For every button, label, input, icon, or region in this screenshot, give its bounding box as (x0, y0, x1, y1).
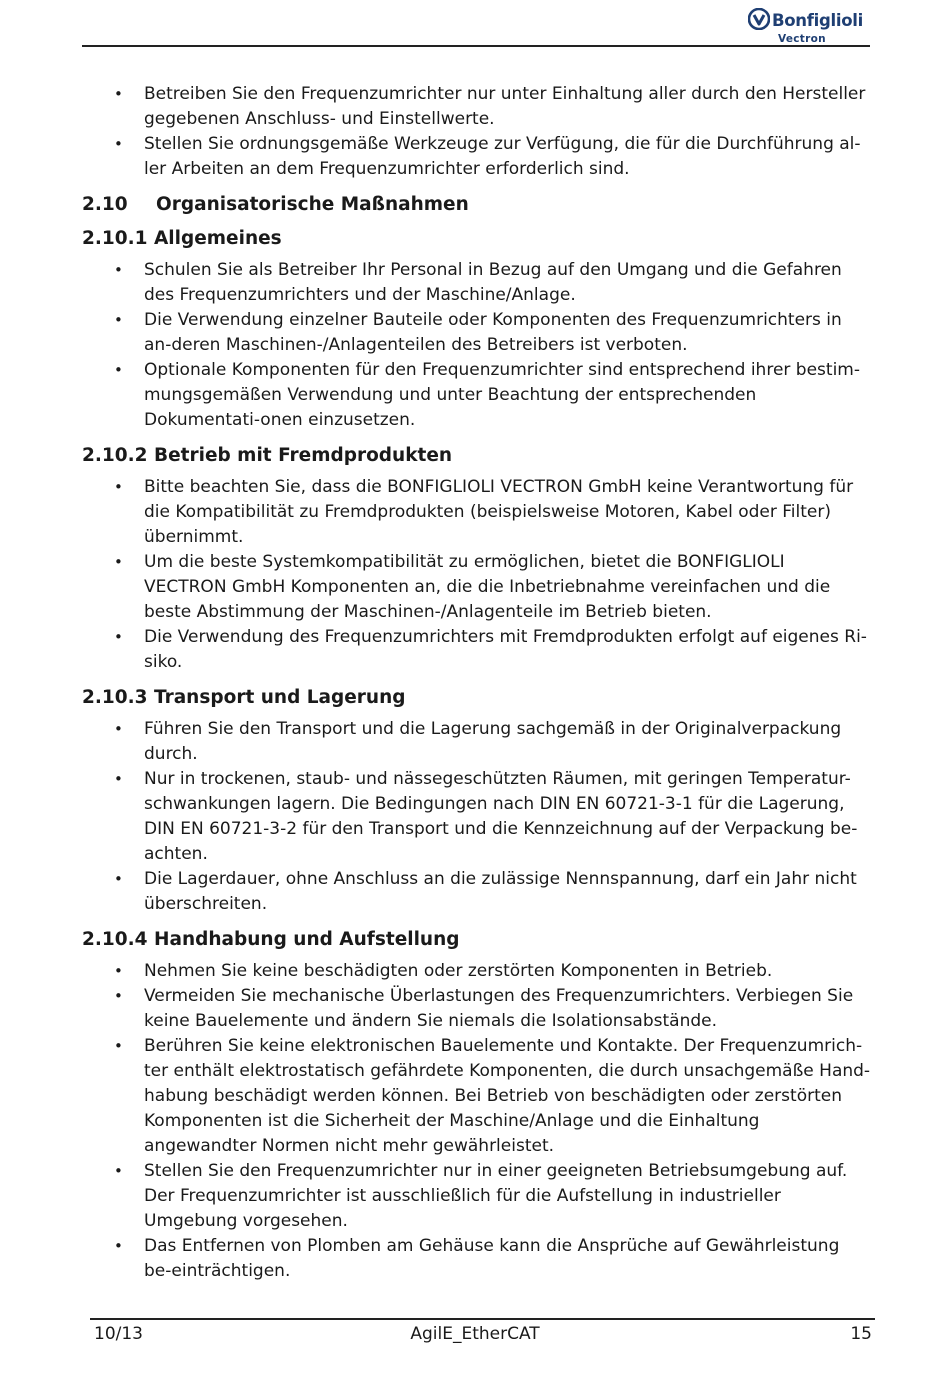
list-item: • Betreiben Sie den Frequenzumrichter nur unter Einhaltung aller durch den Hersteller gegebenen Anschluss- und Einstellwerte. (82, 82, 872, 132)
list-item: • Das Entfernen von Plomben am Gehäuse kann die Ansprüche auf Gewährleistung be-einträchtigen. (82, 1234, 872, 1284)
list-item: • Vermeiden Sie mechanische Überlastungen des Frequenzumrichters. Verbiegen Sie keine Bauelemente und ändern Sie niemals die Isolationsabstände. (82, 984, 872, 1034)
footer-divider (90, 1318, 875, 1320)
bullet-list (82, 258, 872, 433)
list-item: • Die Lagerdauer, ohne Anschluss an die zulässige Nennspannung, darf ein Jahr nicht überschreiten. (82, 867, 872, 917)
list-item: • Bitte beachten Sie, dass die BONFIGLIOLI VECTRON GmbH keine Verantwortung für die Kompatibilität zu Fremdprodukten (beispielsweise Motoren, Kabel oder Filter) übernimmt. (82, 475, 872, 550)
bullet-list (82, 959, 872, 1284)
list-item: • Führen Sie den Transport und die Lagerung sachgemäß in der Originalverpackung durch. (82, 717, 872, 767)
footer-document-title: AgilE_EtherCAT (410, 1324, 540, 1344)
list-item: • Nur in trockenen, staub- und nässegeschützten Räumen, mit geringen Temperatur-schwankungen lagern. Die Bedingungen nach DIN EN 60721-3-1 für die Lagerung, DIN EN 60721-3-2 für den Transport und die Kennzeichnung auf der Verpackung be-achten. (82, 767, 872, 867)
list-item: • Berühren Sie keine elektronischen Bauelemente und Kontakte. Der Frequenzumrich-ter enthält elektrostatisch gefährdete Komponenten, die durch unsachgemäße Hand-habung beschädigt werden können. Bei Betrieb von beschädigten oder zerstörten Komponenten ist die Sicherheit der Maschine/Anlage und die Einhaltung angewandter Normen nicht mehr gewährleistet. (82, 1034, 872, 1159)
subsection-heading: 2.10.2 Betrieb mit Fremdprodukten (82, 445, 453, 466)
logo-name: Bonfiglioli (772, 11, 863, 30)
section-title: Organisatorische Maßnahmen (156, 194, 469, 215)
list-item: • Die Verwendung des Frequenzumrichters mit Fremdprodukten erfolgt auf eigenes Ri-siko. (82, 625, 872, 675)
subsection-heading: 2.10.1 Allgemeines (82, 228, 282, 249)
subsection-heading: 2.10.3 Transport und Lagerung (82, 687, 406, 708)
logo-subtitle: Vectron (778, 33, 826, 45)
section-number: 2.10 (82, 194, 128, 215)
company-logo (748, 6, 870, 46)
subsection-heading: 2.10.4 Handhabung und Aufstellung (82, 929, 460, 950)
list-item: • Schulen Sie als Betreiber Ihr Personal in Bezug auf den Umgang und die Gefahren des Frequenzumrichters und der Maschine/Anlage. (82, 258, 872, 308)
header-divider (82, 45, 870, 47)
footer-page-number: 15 (850, 1324, 872, 1344)
page-content (82, 82, 872, 1284)
intro-bullet-list (82, 82, 872, 182)
bonfiglioli-logo-icon (748, 8, 770, 30)
section-heading-2-10 (82, 192, 872, 218)
list-item: • Stellen Sie den Frequenzumrichter nur in einer geeigneten Betriebsumgebung auf. Der Frequenzumrichter ist ausschließlich für die Aufstellung in industrieller Umgebung vorgesehen. (82, 1159, 872, 1234)
list-item: • Um die beste Systemkompatibilität zu ermöglichen, bietet die BONFIGLIOLI VECTRON GmbH Komponenten an, die die Inbetriebnahme vereinfachen und die beste Abstimmung der Maschinen-/Anlagenteile im Betrieb bieten. (82, 550, 872, 625)
list-item: • Optionale Komponenten für den Frequenzumrichter sind entsprechend ihrer bestim-mungsgemäßen Verwendung und unter Beachtung der entsprechenden Dokumentati-onen einzusetzen. (82, 358, 872, 433)
footer-date: 10/13 (94, 1324, 143, 1344)
list-item: • Nehmen Sie keine beschädigten oder zerstörten Komponenten in Betrieb. (82, 959, 872, 984)
bullet-list (82, 717, 872, 917)
bullet-list (82, 475, 872, 675)
list-item: • Die Verwendung einzelner Bauteile oder Komponenten des Frequenzumrichters in an-deren Maschinen-/Anlagenteilen des Betreibers ist verboten. (82, 308, 872, 358)
list-item: • Stellen Sie ordnungsgemäße Werkzeuge zur Verfügung, die für die Durchführung al-ler Arbeiten an dem Frequenzumrichter erforderlich sind. (82, 132, 872, 182)
